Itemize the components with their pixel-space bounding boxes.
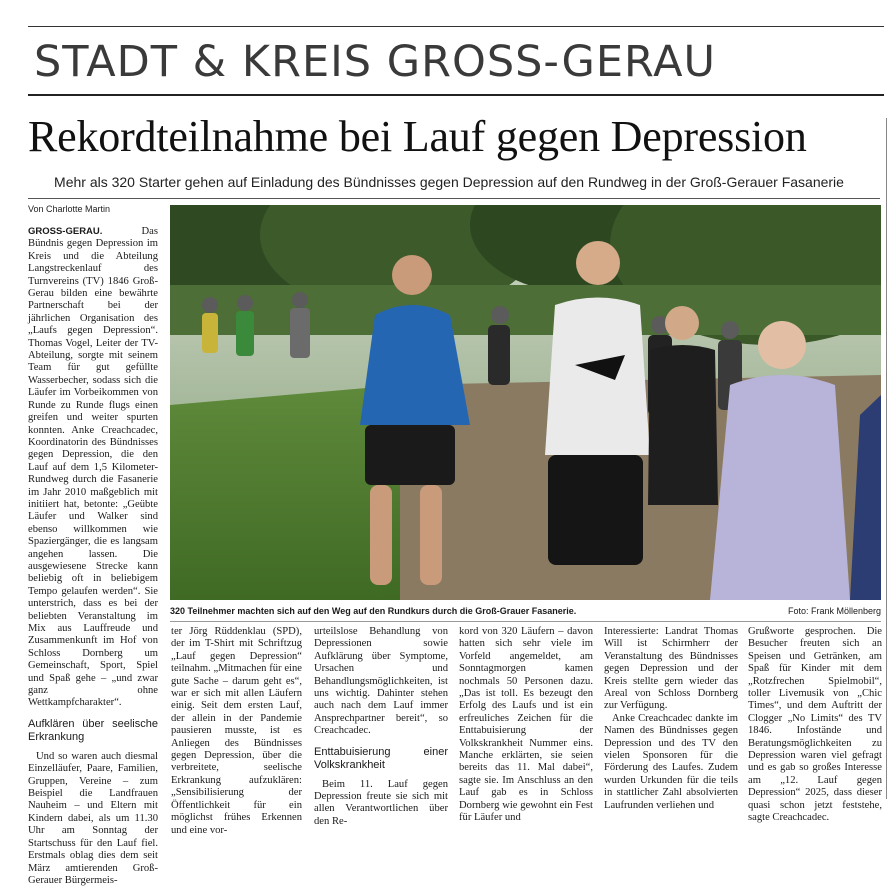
subheadline-rule (28, 198, 880, 199)
article-column-3 (314, 626, 448, 828)
headline: Rekordteilnahme bei Lauf gegen Depression (28, 112, 807, 161)
section-rule (28, 94, 895, 96)
top-rule (28, 26, 895, 27)
photo-credit: Foto: Frank Möllenberg (787, 606, 881, 616)
article-column-5 (604, 626, 738, 812)
article-column-2 (171, 626, 302, 837)
article-paragraph: Grußworte gesprochen. Die Besucher freuten sich an Speisen und Getränken, am Spaß für Kinder mit dem „Rotzfrechen Spielmobil“, toller Livemusik von „Chic Times“, und dem Auftritt der Clogger „No Limits“ des TV 1846. Infoständе und Beratungsmöglichkeiten zu Depression waren viel gefragt und es gab so großes Interesse am „12. Lauf gegen Depression“ 2025, dass dieser quasi schon jetzt feststehe, sagte Creachcadec. (748, 626, 882, 824)
section-title: STADT & KREIS GROSS-GERAU (34, 37, 717, 87)
photo-caption: 320 Teilnehmer machten sich auf den Weg auf den Rundkurs durch die Groß-Grauer Fasanerie. (170, 606, 577, 616)
subheadline: Mehr als 320 Starter gehen auf Einladung des Bündnisses gegen Depression auf den Rundweg in der Groß-Gerauer Fasanerie (54, 174, 844, 190)
article-column-1 (28, 226, 158, 887)
subheading-enttabuisierung: Enttabuisierung einer Volkskrankheit (314, 745, 448, 772)
article-paragraph: Und so waren auch diesmal Einzelläufer, Paare, Familien, Gruppen, Vereine – zum Beispiel die Landfrauen Nauheim – und Eltern mit Kindern dabei, als um 11.30 Uhr am Sonntag der Startschuss für den Lauf fiel. Erstmals oblag dies dem seit März amtierenden Groß-Gerauer Bürgermeis- (28, 750, 158, 886)
dateline: GROSS-GERAU. (28, 226, 103, 237)
article-paragraph (28, 226, 158, 710)
article-paragraph: urteilslose Behandlung von Depressionen sowie Aufklärung über Symptome, Ursachen und Behandlungsmöglichkeiten, ist uns wichtig. Dahinter stehen auch nach dem Lauf immer Ansprechpartner bereit“, so Creachcadec. (314, 626, 448, 737)
article-column-6 (748, 626, 882, 825)
adjacent-page-rule (886, 118, 887, 799)
article-paragraph: Interessierte: Landrat Thomas Will ist Schirmherr der Veranstaltung des Bündnisses gegen Depression und der Kreis stellte gern wieder das Areal von Schloss Dornberg zur Verfügung. (604, 626, 738, 712)
article-paragraph: Anke Creachcadec dankte im Namen des Bündnisses gegen Depression und des TV den vielen Sponsoren für die Förderung des Laufes. Zudem wurden Urkunden für die teils in stattlicher Zahl absolvierten Laufrunden verliehen und (604, 712, 738, 811)
author-byline: Von Charlotte Martin (28, 204, 111, 214)
photo-caption-bar (170, 604, 881, 618)
caption-rule (170, 621, 881, 622)
subheading-aufklaeren: Aufklären über seelische Erkrankung (28, 717, 158, 744)
paragraph-text: Das Bündnis gegen Depression im Kreis und die Abteilung Langstreckenlauf des Turnvereins (TV) 1846 Groß-Gerau bilden eine bewährte Partnerschaft bei der jährlichen Organisation des „Laufs gegen Depression“. Thomas Vogel, Leiter der TV-Abteilung, sorgte mit seinem Team für gut gefüllte Wasserbecher, sodass sich die Läufer im Vorbeikommen von Runde zu Runde flugs einen greifen und weiter spurten konnten. Anke Creachcadec, Koordinatorin des Bündnisses gegen Depression, die den Lauf auf dem 1,5 Kilometer-Rundweg durch die Fasanerie im Jahr 2010 maßgeblich mit initiiert hat, betonte: „Geübte Läufer und Walker sind ebenso willkommen wie Spaziergänger, die es langsam angehen lassen. Die ausgewiesene Strecke kann beliebig oft in beliebigem Tempo gelaufen werden“. Sie unterstrich, dass es bei der beliebten Veranstaltung im Mix aus Lauffreude und Zusammenkunft im Hof von Schloss Dornberg um Gemeinschaft, Sport, Spiel und Spaß gehe – „und zwar ganz ohne Wettkampfcharakter“. (28, 226, 158, 709)
runners-photo-illustration (170, 205, 881, 600)
article-photo (170, 205, 881, 600)
article-column-4 (459, 626, 593, 825)
article-paragraph: Beim 11. Lauf gegen Depression freute sie sich mit allen Verantwortlichen über den Re- (314, 778, 448, 827)
article-paragraph: ter Jörg Rüddenklau (SPD), der im T-Shirt mit Schriftzug „Lauf gegen Depression“ teilnahm. „Mitmachen für eine gute Sache – darum geht es“, war er sich mit allen Läufern einig. Seit dem ersten Lauf, der allein in der Pandemie pausieren musste, ist es Anliegen des Bündnisses gegen Depression, über die verbreitete, seelische Erkrankung aufzuklären: „Sensibilisierung der Öffentlichkeit für ein möglichst frühes Erkennen und eine vor- (171, 626, 302, 836)
article-paragraph: kord von 320 Läufern – davon hatten sich sehr viele im Vorfeld angemeldet, am Sonntagmorgen kamen nochmals 50 Personen dazu. „Das ist toll. Es bezeugt den Erfolg des Laufs und ist ein erfreuliches Zeichen für die Enttabuisierung der Volkskrankheit Nummer eins. Manche erklärten, sie seien bereits das 11. Mal dabei“, sagte sie. Im Anschluss an den Lauf gab es in Schloss Dornberg wie gewohnt ein Fest für Läufer und (459, 626, 593, 824)
